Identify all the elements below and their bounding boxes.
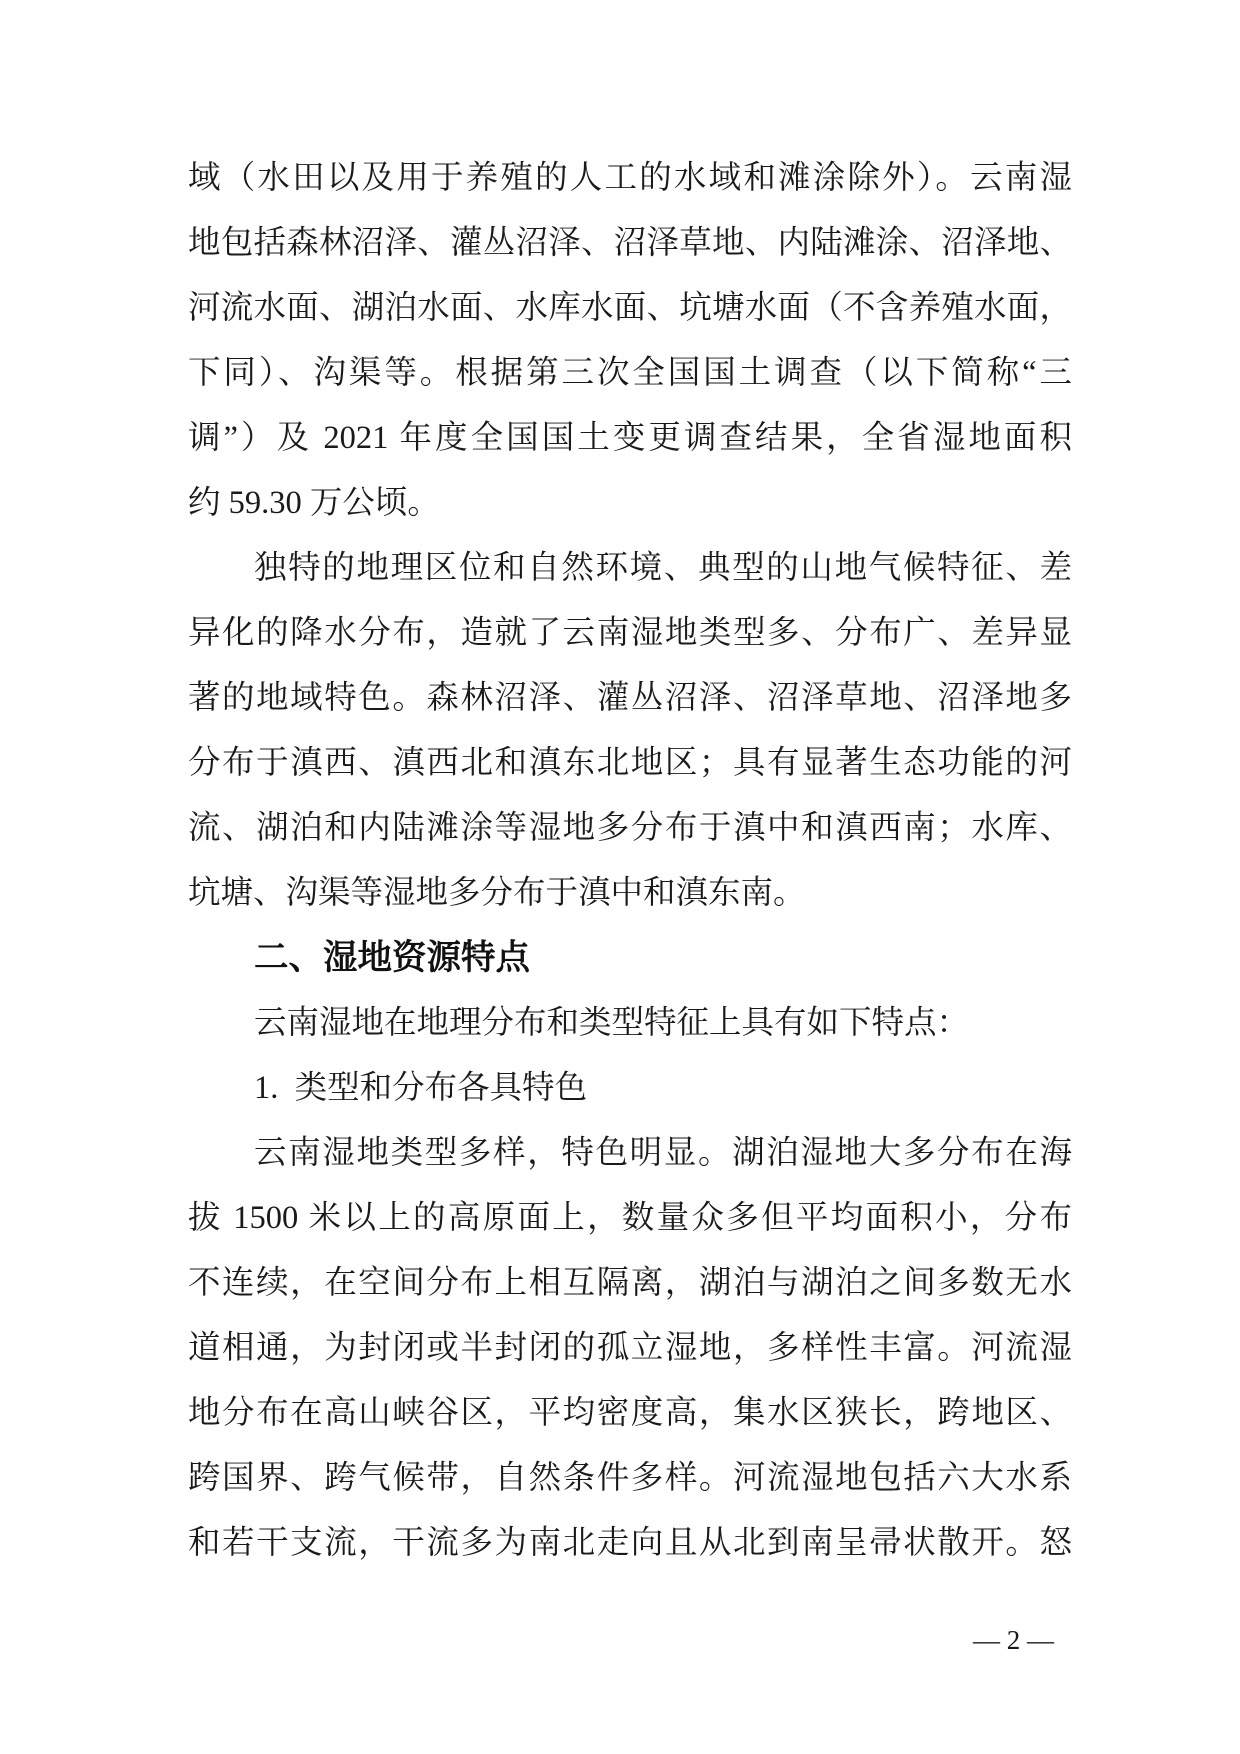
para-feature-1-detail-line: 云南湿地类型多样，特色明显。湖泊湿地大多分布在海 [254, 1135, 1072, 1171]
para-features-intro [188, 991, 1072, 1056]
para-wetland-definition [188, 146, 1072, 536]
para-features-intro-line: 云南湿地在地理分布和类型特征上具有如下特点： [254, 1005, 970, 1041]
para-feature-1-detail-line: 和若干支流，干流多为南北走向且从北到南呈帚状散开。怒 [188, 1525, 1072, 1561]
para-feature-1-detail [188, 1121, 1072, 1576]
subheading-feature-1 [188, 1056, 1072, 1121]
heading-section-2-wetland-resource-features-line: 二、湿地资源特点 [254, 939, 530, 977]
para-geography-distribution-line: 流、湖泊和内陆滩涂等湿地多分布于滇中和滇西南；水库、 [188, 810, 1072, 846]
para-feature-1-detail-line: 道相通，为封闭或半封闭的孤立湿地，多样性丰富。河流湿 [188, 1330, 1072, 1366]
para-wetland-definition-line: 域（水田以及用于养殖的人工的水域和滩涂除外）。云南湿 [188, 160, 1072, 196]
para-feature-1-detail-line: 拔 1500 米以上的高原面上，数量众多但平均面积小，分布 [188, 1200, 1072, 1236]
para-geography-distribution-line: 分布于滇西、滇西北和滇东北地区；具有显著生态功能的河 [188, 745, 1072, 781]
para-wetland-definition-line: 调”）及 2021 年度全国国土变更调查结果，全省湿地面积 [188, 420, 1072, 456]
para-wetland-definition-line: 地包括森林沼泽、灌丛沼泽、沼泽草地、内陆滩涂、沼泽地、 [188, 225, 1072, 261]
para-wetland-definition-line: 下同）、沟渠等。根据第三次全国国土调查（以下简称“三 [188, 355, 1072, 391]
para-geography-distribution-line: 坑塘、沟渠等湿地多分布于滇中和滇东南。 [188, 875, 806, 911]
subheading-feature-1-line: 1. 类型和分布各具特色 [254, 1070, 588, 1106]
para-feature-1-detail-line: 地分布在高山峡谷区，平均密度高，集水区狭长，跨地区、 [188, 1395, 1072, 1431]
para-geography-distribution-line: 异化的降水分布，造就了云南湿地类型多、分布广、差异显 [188, 615, 1072, 651]
page-number: — 2 — [973, 1625, 1054, 1655]
para-geography-distribution [188, 536, 1072, 926]
heading-section-2-wetland-resource-features [188, 926, 1072, 991]
para-feature-1-detail-line: 跨国界、跨气候带，自然条件多样。河流湿地包括六大水系 [188, 1460, 1072, 1496]
para-feature-1-detail-line: 不连续，在空间分布上相互隔离，湖泊与湖泊之间多数无水 [188, 1265, 1072, 1301]
para-wetland-definition-line: 河流水面、湖泊水面、水库水面、坑塘水面（不含养殖水面， [188, 290, 1072, 326]
para-geography-distribution-line: 独特的地理区位和自然环境、典型的山地气候特征、差 [254, 550, 1072, 586]
para-geography-distribution-line: 著的地域特色。森林沼泽、灌丛沼泽、沼泽草地、沼泽地多 [188, 680, 1072, 716]
document-body [188, 146, 1072, 1576]
para-wetland-definition-line: 约 59.30 万公顷。 [188, 485, 440, 521]
